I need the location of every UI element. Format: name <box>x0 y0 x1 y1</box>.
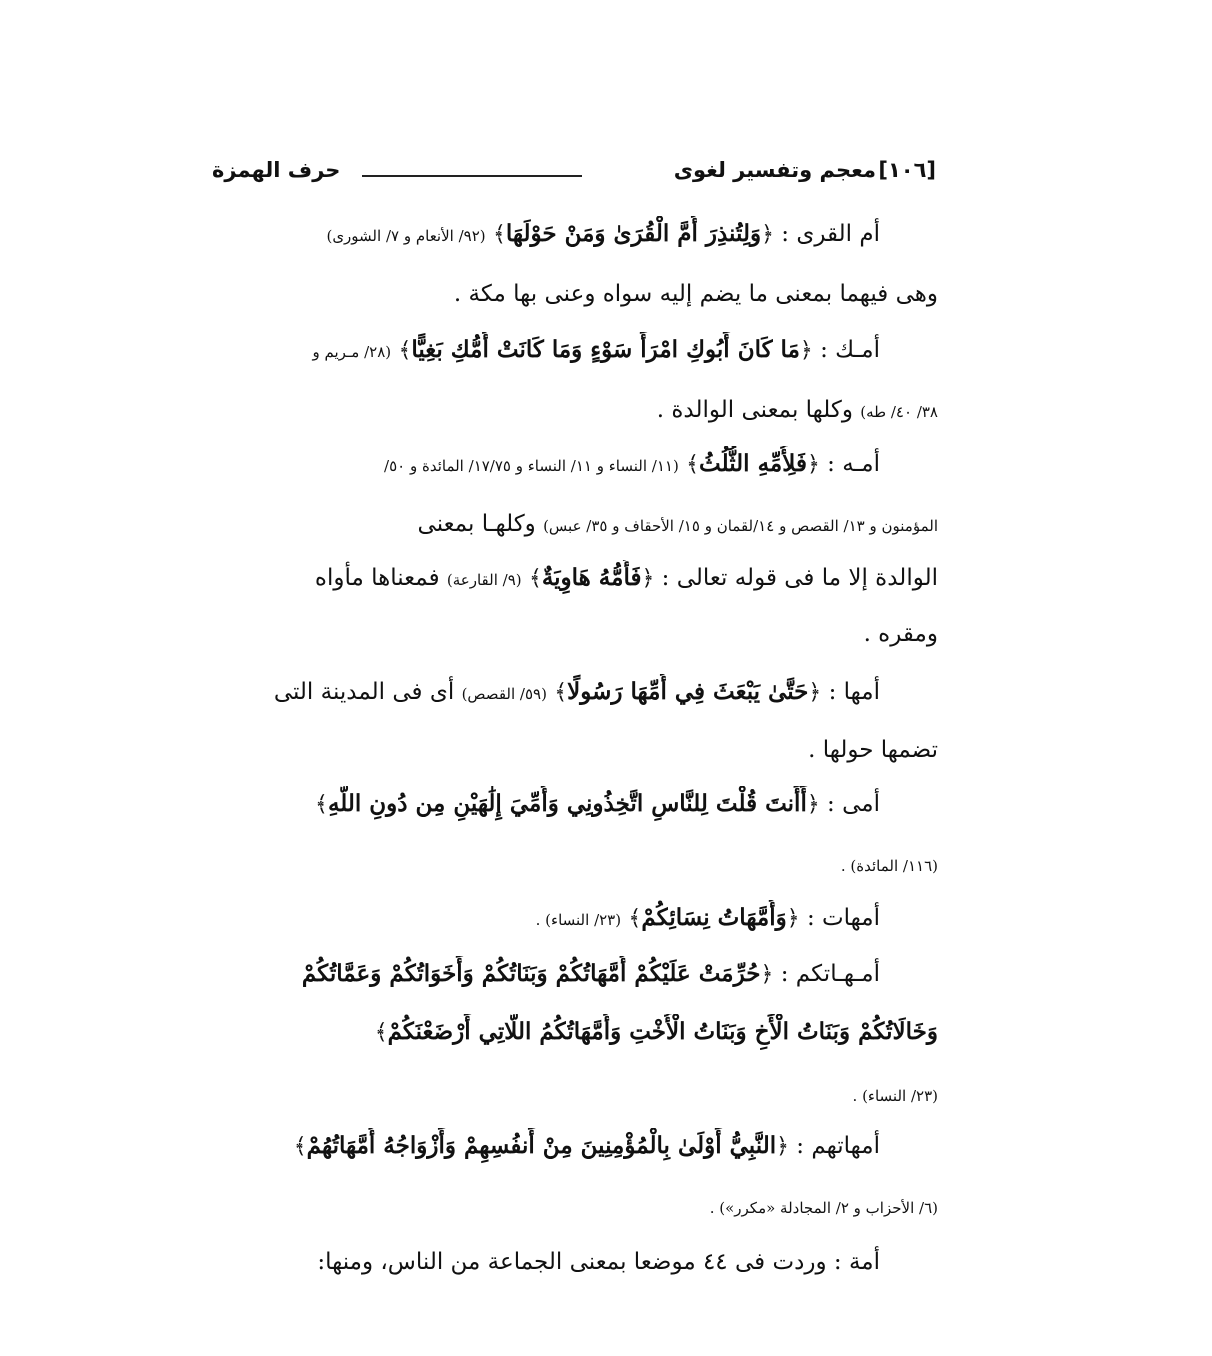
quran-bracket-open: ﴿ <box>776 1134 789 1159</box>
entry-explanation: الوالدة إلا ما فى قوله تعالى : <box>661 565 938 591</box>
verse-reference: (٢٣/ النساء) . <box>535 911 622 929</box>
entry-ummih-line-4 <box>212 616 938 652</box>
verse-reference: (٢٣/ النساء) . <box>852 1087 938 1105</box>
quran-bracket-close: ﴾ <box>293 1134 307 1159</box>
entry-ummahat-line-1 <box>212 900 938 936</box>
entry-term: أمـك : <box>820 337 880 363</box>
verse-reference: ٣٨/ ٤٠/ طه) <box>860 403 938 421</box>
entry-explanation: فمعناها مأواه <box>314 565 440 591</box>
verse-reference: (٩/ القارعة) <box>446 571 522 589</box>
quran-bracket-open: ﴿ <box>760 962 774 987</box>
entry-term: أم القرى : <box>781 221 880 247</box>
quran-verse: أَأَنتَ قُلْتَ لِلنَّاسِ اتَّخِذُونِي وَأُمِّيَ إِلَٰهَيْنِ مِن دُونِ اللَّهِ <box>327 790 807 817</box>
book-title: معجم وتفسير لغوى <box>673 158 876 182</box>
verse-reference: (٩٢/ الأنعام و ٧/ الشورى) <box>326 227 486 245</box>
entry-ummuk-line-1 <box>212 332 938 368</box>
entry-ummiha-line-2 <box>212 732 938 768</box>
entry-umm-alqura-line-2 <box>212 276 938 312</box>
entry-explanation: وهى فيهما بمعنى ما يضم إليه سواه وعنى بها مكة . <box>453 281 938 307</box>
quran-bracket-close: ﴾ <box>528 566 542 591</box>
entry-term: أمـهـاتكم : <box>780 961 880 987</box>
entry-explanation: أى فى المدينة التى <box>273 679 455 705</box>
quran-verse: وَلِتُنذِرَ أُمَّ الْقُرَىٰ وَمَنْ حَوْلَهَا <box>505 220 762 247</box>
quran-verse: فَلِأُمِّهِ الثُّلُثُ <box>699 450 807 477</box>
quran-verse: فَأُمُّهُ هَاوِيَةٌ <box>541 564 642 591</box>
quran-verse: حَتَّىٰ يَبْعَثَ فِي أُمِّهَا رَسُولًا <box>567 678 809 705</box>
entry-explanation: وردت فى ٤٤ موضعا بمعنى الجماعة من الناس، ومنها: <box>317 1249 827 1275</box>
entry-term: أمهات : <box>806 905 880 931</box>
entry-ummih-line-1 <box>212 446 938 482</box>
entry-ummahatukum-line-3 <box>212 1076 938 1112</box>
entry-term: أمهاتهم : <box>796 1133 880 1159</box>
quran-bracket-close: ﴾ <box>492 222 506 247</box>
quran-bracket-close: ﴾ <box>315 792 328 817</box>
entry-ummiha-line-1 <box>212 674 938 710</box>
quran-bracket-open: ﴿ <box>806 792 820 817</box>
quran-bracket-close: ﴾ <box>628 906 642 931</box>
verse-reference: (١١/ النساء و ١١/ النساء و ١٧/٧٥/ المائدة و ٥٠/ <box>384 457 679 475</box>
page-number: [١٠٦] <box>878 158 936 182</box>
quran-bracket-open: ﴿ <box>806 452 820 477</box>
entry-ummah-line-1 <box>212 1244 938 1280</box>
quran-verse: مَا كَانَ أَبُوكِ امْرَأَ سَوْءٍ وَمَا كَانَتْ أُمُّكِ بَغِيًّا <box>411 336 800 363</box>
quran-bracket-close: ﴾ <box>686 452 700 477</box>
entry-ummih-line-3 <box>212 560 938 596</box>
entry-ummi-line-1 <box>212 786 938 822</box>
entry-ummahatuhum-line-2 <box>212 1188 938 1224</box>
quran-verse: حُرِّمَتْ عَلَيْكُمْ أُمَّهَاتُكُمْ وَبَنَاتُكُمْ وَأَخَوَاتُكُمْ وَعَمَّاتُكُمْ <box>301 960 761 987</box>
entry-explanation: وكلهـا بمعنى <box>417 511 536 537</box>
section-title: حرف الهمزة <box>212 158 341 182</box>
entry-umm-alqura-line-1 <box>212 216 938 252</box>
entry-term: أمى : <box>827 791 880 817</box>
quran-bracket-open: ﴿ <box>799 338 813 363</box>
quran-bracket-open: ﴿ <box>808 680 822 705</box>
verse-reference: (٢٨/ مـريم و <box>312 343 392 361</box>
entry-ummi-line-2 <box>212 846 938 882</box>
quran-bracket-close: ﴾ <box>398 338 412 363</box>
quran-bracket-open: ﴿ <box>761 222 774 247</box>
quran-bracket-close: ﴾ <box>554 680 568 705</box>
verse-reference: (١١٦/ المائدة) . <box>840 857 938 875</box>
entry-explanation: وكلها بمعنى الوالدة . <box>656 397 853 423</box>
entry-ummahatukum-line-2 <box>212 1014 938 1050</box>
entry-term: أمها : <box>828 679 880 705</box>
quran-bracket-open: ﴿ <box>641 566 655 591</box>
verse-reference: (٦/ الأحزاب و ٢/ المجادلة «مكرر») . <box>709 1199 938 1217</box>
entry-explanation: تضمها حولها . <box>808 737 938 763</box>
verse-reference: (٥٩/ القصص) <box>461 685 547 703</box>
page-header <box>212 158 936 192</box>
quran-bracket-close: ﴾ <box>374 1020 388 1045</box>
quran-verse: وَخَالَاتُكُمْ وَبَنَاتُ الْأَخِ وَبَنَاتُ الْأُخْتِ وَأُمَّهَاتُكُمُ اللَّاتِي أَرْضَعْنَكُمْ <box>387 1018 938 1045</box>
verse-reference: المؤمنون و ١٣/ القصص و ١٤/لقمان و ١٥/ الأحقاف و ٣٥/ عبس) <box>543 517 938 535</box>
quran-verse: وَأُمَّهَاتُ نِسَائِكُمْ <box>641 904 787 931</box>
entry-explanation: ومقره . <box>863 621 938 647</box>
entry-ummuk-line-2 <box>212 392 938 428</box>
entry-term: أمـه : <box>827 451 880 477</box>
quran-bracket-open: ﴿ <box>786 906 800 931</box>
entry-ummahatuhum-line-1 <box>212 1128 938 1164</box>
header-rule <box>362 175 582 177</box>
entry-ummahatukum-line-1 <box>212 956 938 992</box>
entry-term: أمة : <box>833 1249 880 1275</box>
entry-ummih-line-2 <box>212 506 938 542</box>
quran-verse: النَّبِيُّ أَوْلَىٰ بِالْمُؤْمِنِينَ مِنْ أَنفُسِهِمْ وَأَزْوَاجُهُ أُمَّهَاتُهُمْ <box>306 1132 777 1159</box>
